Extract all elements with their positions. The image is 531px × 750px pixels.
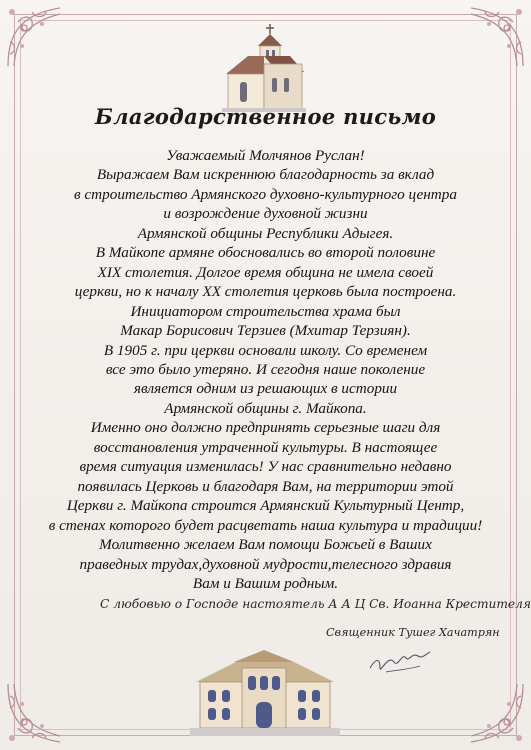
letter-line: Макар Борисович Терзиев (Мхитар Терзиян).: [120, 322, 411, 340]
letter-line: церкви, но к началу XX столетия церковь была построена.: [74, 283, 457, 301]
letter-line: восстановления утраченной культуры. В настоящее: [93, 438, 438, 456]
letter-body: [30, 146, 501, 593]
letter-line: Армянской общины Республики Адыгея.: [137, 224, 394, 242]
corner-ornament-icon: [459, 2, 529, 72]
letter-line: появилась Церковь и благодаря Вам, на территории этой: [77, 477, 454, 495]
letter-line: Вам и Вашим родным.: [192, 574, 339, 592]
handwritten-signature-icon: [366, 648, 436, 676]
letter-line: В 1905 г. при церкви основали школу. Со временем: [103, 341, 428, 359]
corner-ornament-icon: [2, 2, 72, 72]
letter-line: является одним из решающих в истории: [133, 380, 398, 398]
letter-line: в строительство Армянского духовно-культурного центра: [74, 185, 457, 203]
letter-line: и возрождение духовной жизни: [163, 205, 368, 223]
corner-ornament-icon: [2, 678, 72, 748]
letter-line: Инициатором строительства храма был: [130, 302, 401, 320]
letter-line: Именно оно должно предпринять серьезные шаги для: [90, 419, 441, 437]
letter-greeting: Уважаемый Молчянов Руслан!: [166, 147, 365, 164]
letter-line: все это было утеряно. И сегодня наше поколение: [105, 360, 426, 378]
letter-line: Выражаем Вам искреннюю благодарность за вклад: [96, 166, 435, 184]
letter-line: в стенах которого будет расцветать наша культура и традиции!: [48, 516, 483, 534]
letter-line: праведных трудах,духовной мудрости,телесного здравия: [79, 555, 452, 573]
church-icon: [218, 22, 310, 114]
cultural-center-icon: [186, 646, 344, 738]
signer-name: Священник Тушег Хачатрян: [326, 626, 500, 639]
signature-line: С любовью о Господе настоятель А А Ц Св. Иоанна Крестителя: [100, 597, 531, 611]
letter-line: Армянской общины г. Майкопа.: [164, 399, 367, 417]
letter-title: Благодарственное письмо: [94, 104, 437, 129]
letter-line: время ситуация изменилась! У нас сравнительно недавно: [79, 458, 452, 476]
letter-line: В Майкопе армяне обосновались во второй половине: [95, 244, 436, 262]
letter-line: XIX столетия. Долгое время община не имела своей: [97, 263, 434, 281]
letter-line: Церкви г. Майкопа строится Армянский Культурный Центр,: [66, 497, 465, 515]
letter-line: Молитвенно желаем Вам помощи Божьей в Ваших: [99, 536, 432, 554]
corner-ornament-icon: [459, 678, 529, 748]
